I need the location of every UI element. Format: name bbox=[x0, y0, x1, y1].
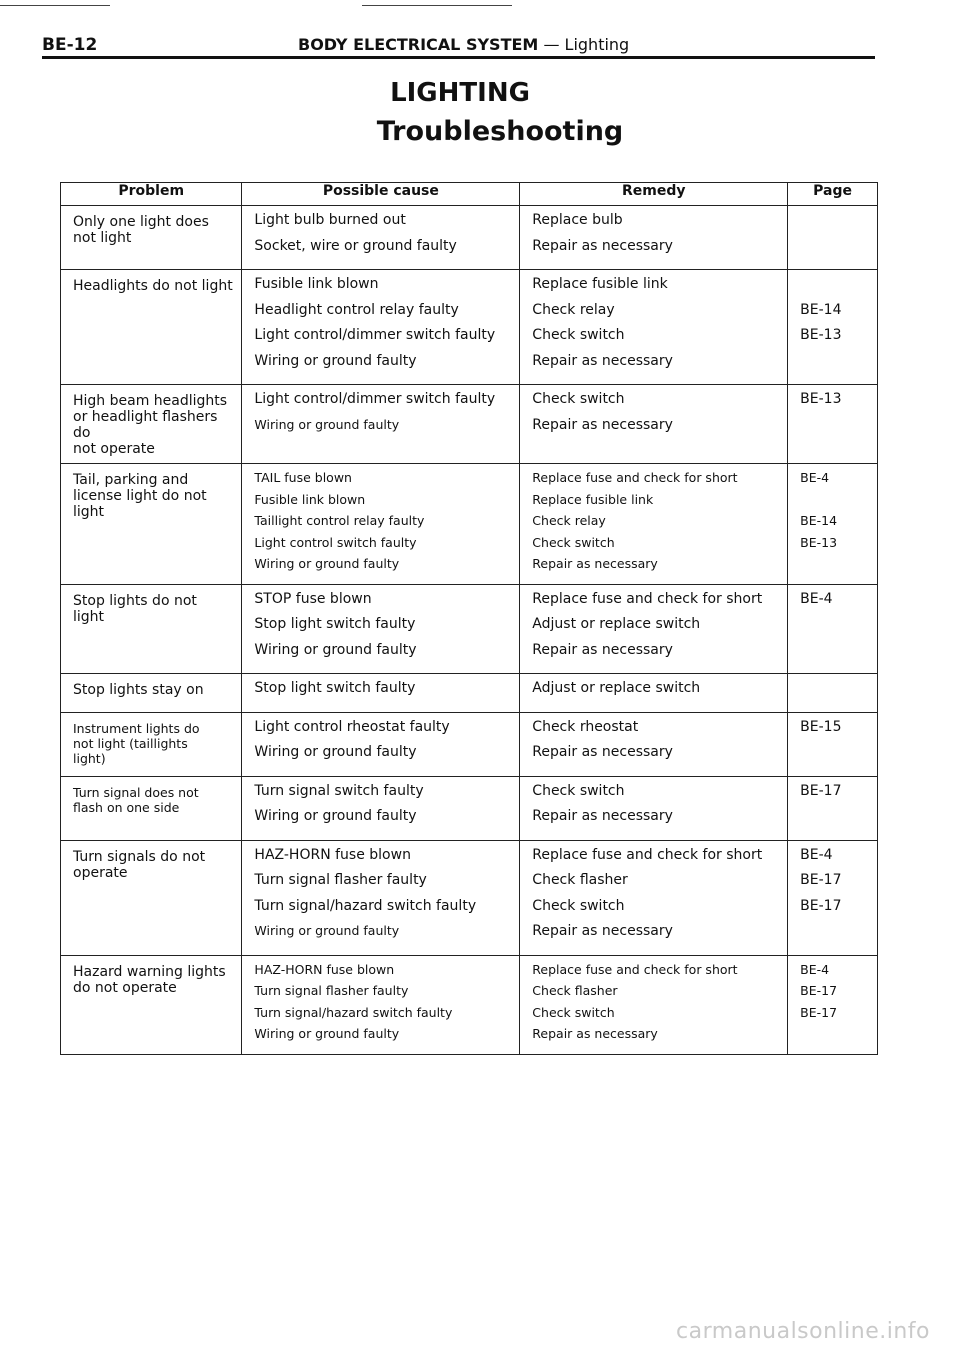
remedy-cell bbox=[520, 584, 788, 674]
table-body bbox=[61, 206, 878, 1055]
page-ref bbox=[800, 642, 871, 668]
table-row bbox=[61, 464, 878, 585]
cause-line: Wiring or ground faulty bbox=[254, 416, 400, 432]
cause-line: Wiring or ground faulty bbox=[254, 744, 417, 760]
remedy-line: Check switch bbox=[532, 327, 625, 343]
remedy-cell bbox=[520, 385, 788, 464]
page-code: BE-12 bbox=[42, 35, 98, 55]
page-ref bbox=[800, 680, 871, 706]
page-ref bbox=[800, 417, 871, 443]
page-ref: BE-13 bbox=[800, 534, 838, 550]
remedy-line: Replace fusible link bbox=[532, 276, 668, 292]
page-cell bbox=[788, 712, 878, 776]
table-row bbox=[61, 584, 878, 674]
page-title: LIGHTING bbox=[390, 78, 530, 108]
page-ref: BE-4 bbox=[800, 470, 830, 485]
problem-cell: Tail, parking and license light do not light bbox=[61, 464, 242, 585]
page-header bbox=[42, 34, 875, 58]
remedy-cell bbox=[520, 270, 788, 385]
cause-line: Light control rheostat faulty bbox=[254, 718, 450, 735]
cause-cell bbox=[242, 464, 520, 585]
cause-line: HAZ-HORN fuse blown bbox=[254, 846, 411, 863]
page-ref: BE-15 bbox=[800, 718, 842, 735]
remedy-line: Check flasher bbox=[532, 983, 618, 998]
remedy-line: Check switch bbox=[532, 897, 625, 914]
cause-line: Socket, wire or ground faulty bbox=[254, 237, 457, 254]
cause-line: Fusible link blown bbox=[254, 276, 379, 292]
column-header-page: Page bbox=[788, 183, 878, 206]
page-ref: BE-17 bbox=[800, 983, 838, 998]
cause-line: Headlight control relay faulty bbox=[254, 301, 459, 318]
watermark: carmanualsonline.info bbox=[676, 1319, 930, 1344]
table-row bbox=[61, 955, 878, 1054]
remedy-line: Replace fuse and check for short bbox=[532, 846, 763, 863]
page-ref bbox=[800, 1026, 871, 1048]
cause-line: Stop light switch faulty bbox=[254, 616, 416, 632]
page-ref: BE-17 bbox=[800, 782, 842, 799]
remedy-line: Repair as necessary bbox=[532, 416, 673, 433]
remedy-cell bbox=[520, 955, 788, 1054]
column-header-remedy: Remedy bbox=[520, 183, 788, 206]
cause-cell bbox=[242, 385, 520, 464]
page-cell bbox=[788, 674, 878, 713]
cause-cell bbox=[242, 206, 520, 270]
page-cell bbox=[788, 464, 878, 585]
cause-line: Turn signal flasher faulty bbox=[254, 872, 427, 888]
page-ref: BE-17 bbox=[800, 872, 842, 888]
page-ref bbox=[800, 616, 871, 642]
remedy-line: Repair as necessary bbox=[532, 641, 673, 658]
page-ref bbox=[800, 353, 871, 379]
remedy-line: Repair as necessary bbox=[532, 1026, 658, 1041]
cause-cell bbox=[242, 776, 520, 840]
problem-cell: Headlights do not light bbox=[61, 270, 242, 385]
cause-line: Turn signal/hazard switch faulty bbox=[254, 897, 477, 914]
cause-line: Turn signal flasher faulty bbox=[254, 983, 409, 998]
remedy-line: Repair as necessary bbox=[532, 352, 673, 369]
problem-cell: Instrument lights do not light (taillights light) bbox=[61, 712, 242, 776]
cause-line: Light control/dimmer switch faulty bbox=[254, 391, 496, 407]
cause-cell bbox=[242, 270, 520, 385]
problem-cell: Only one light does not light bbox=[61, 206, 242, 270]
page-ref: BE-4 bbox=[800, 961, 830, 977]
cause-line: Wiring or ground faulty bbox=[254, 1026, 400, 1041]
remedy-line: Replace fusible link bbox=[532, 491, 654, 507]
problem-cell: High beam headlights or headlight flashers do not operate bbox=[61, 385, 242, 464]
page-ref bbox=[800, 238, 871, 264]
page-ref: BE-14 bbox=[800, 301, 842, 318]
remedy-line: Check switch bbox=[532, 782, 625, 799]
troubleshooting-table bbox=[60, 182, 878, 1055]
cause-line: Wiring or ground faulty bbox=[254, 808, 417, 824]
problem-cell: Hazard warning lights do not operate bbox=[61, 955, 242, 1054]
remedy-line: Replace fuse and check for short bbox=[532, 961, 738, 977]
table-header-row bbox=[61, 183, 878, 206]
cause-cell bbox=[242, 840, 520, 955]
page-cell bbox=[788, 955, 878, 1054]
table-row bbox=[61, 270, 878, 385]
cause-line: Wiring or ground faulty bbox=[254, 556, 400, 571]
remedy-line: Replace fuse and check for short bbox=[532, 470, 738, 485]
table-row bbox=[61, 840, 878, 955]
remedy-line: Replace fuse and check for short bbox=[532, 590, 763, 607]
page-ref: BE-4 bbox=[800, 590, 833, 607]
cause-line: Turn signal switch faulty bbox=[254, 782, 424, 799]
page-cell bbox=[788, 840, 878, 955]
page-ref bbox=[800, 212, 871, 238]
table-row bbox=[61, 674, 878, 713]
cause-line: Light control/dimmer switch faulty bbox=[254, 327, 496, 343]
table-row bbox=[61, 712, 878, 776]
remedy-line: Check relay bbox=[532, 301, 615, 318]
remedy-cell bbox=[520, 206, 788, 270]
scan-top-line bbox=[0, 5, 110, 6]
remedy-cell bbox=[520, 464, 788, 585]
page-cell bbox=[788, 776, 878, 840]
page-cell bbox=[788, 385, 878, 464]
page-ref: BE-13 bbox=[800, 391, 842, 407]
page-ref: BE-13 bbox=[800, 327, 842, 343]
page-ref bbox=[800, 808, 871, 834]
header-title bbox=[298, 35, 629, 54]
page-cell bbox=[788, 584, 878, 674]
cause-line: Wiring or ground faulty bbox=[254, 923, 400, 938]
cause-line: Light bulb burned out bbox=[254, 212, 406, 228]
remedy-line: Check switch bbox=[532, 1004, 615, 1020]
cause-cell bbox=[242, 712, 520, 776]
cause-line: Wiring or ground faulty bbox=[254, 352, 417, 369]
cause-cell bbox=[242, 584, 520, 674]
table-row bbox=[61, 385, 878, 464]
remedy-line: Repair as necessary bbox=[532, 237, 673, 254]
cause-line: Turn signal/hazard switch faulty bbox=[254, 1004, 453, 1020]
header-subsection: Lighting bbox=[564, 35, 630, 54]
page-ref: BE-4 bbox=[800, 846, 833, 863]
header-rule bbox=[42, 56, 875, 59]
remedy-line: Adjust or replace switch bbox=[532, 680, 701, 696]
problem-cell: Stop lights do not light bbox=[61, 584, 242, 674]
page-ref: BE-14 bbox=[800, 513, 838, 528]
cause-cell bbox=[242, 955, 520, 1054]
column-header-problem: Problem bbox=[61, 183, 242, 206]
scan-top-line bbox=[362, 5, 512, 6]
cause-line: TAIL fuse blown bbox=[254, 470, 352, 485]
remedy-line: Check relay bbox=[532, 513, 606, 528]
remedy-cell bbox=[520, 712, 788, 776]
page-ref bbox=[800, 492, 871, 514]
table-row bbox=[61, 206, 878, 270]
page-ref: BE-17 bbox=[800, 1004, 838, 1020]
header-section: BODY ELECTRICAL SYSTEM bbox=[298, 35, 539, 54]
page-ref bbox=[800, 556, 871, 578]
remedy-line: Repair as necessary bbox=[532, 744, 673, 760]
page-ref: BE-17 bbox=[800, 897, 842, 914]
remedy-line: Check switch bbox=[532, 534, 615, 550]
cause-line: STOP fuse blown bbox=[254, 590, 372, 607]
remedy-cell bbox=[520, 776, 788, 840]
remedy-line: Repair as necessary bbox=[532, 923, 673, 939]
page-ref bbox=[800, 276, 871, 302]
page-ref bbox=[800, 923, 871, 949]
header-dash: — bbox=[543, 35, 560, 54]
cause-line: Light control switch faulty bbox=[254, 534, 417, 550]
page-subtitle: Troubleshooting bbox=[376, 116, 624, 147]
remedy-line: Check flasher bbox=[532, 872, 628, 888]
cause-line: Taillight control relay faulty bbox=[254, 513, 425, 528]
remedy-line: Repair as necessary bbox=[532, 808, 673, 824]
cause-cell bbox=[242, 674, 520, 713]
remedy-line: Repair as necessary bbox=[532, 556, 658, 571]
problem-cell: Stop lights stay on bbox=[61, 674, 242, 713]
page-cell bbox=[788, 270, 878, 385]
remedy-line: Adjust or replace switch bbox=[532, 616, 701, 632]
table-row bbox=[61, 776, 878, 840]
remedy-cell bbox=[520, 840, 788, 955]
cause-line: HAZ-HORN fuse blown bbox=[254, 961, 395, 977]
cause-line: Stop light switch faulty bbox=[254, 680, 416, 696]
column-header-possible-cause: Possible cause bbox=[242, 183, 520, 206]
problem-cell: Turn signals do not operate bbox=[61, 840, 242, 955]
cause-line: Wiring or ground faulty bbox=[254, 641, 417, 658]
problem-cell: Turn signal does not flash on one side bbox=[61, 776, 242, 840]
page-ref bbox=[800, 744, 871, 770]
page-cell bbox=[788, 206, 878, 270]
remedy-line: Check switch bbox=[532, 391, 625, 407]
remedy-line: Check rheostat bbox=[532, 718, 639, 735]
remedy-line: Replace bulb bbox=[532, 212, 623, 228]
remedy-cell bbox=[520, 674, 788, 713]
cause-line: Fusible link blown bbox=[254, 491, 366, 507]
